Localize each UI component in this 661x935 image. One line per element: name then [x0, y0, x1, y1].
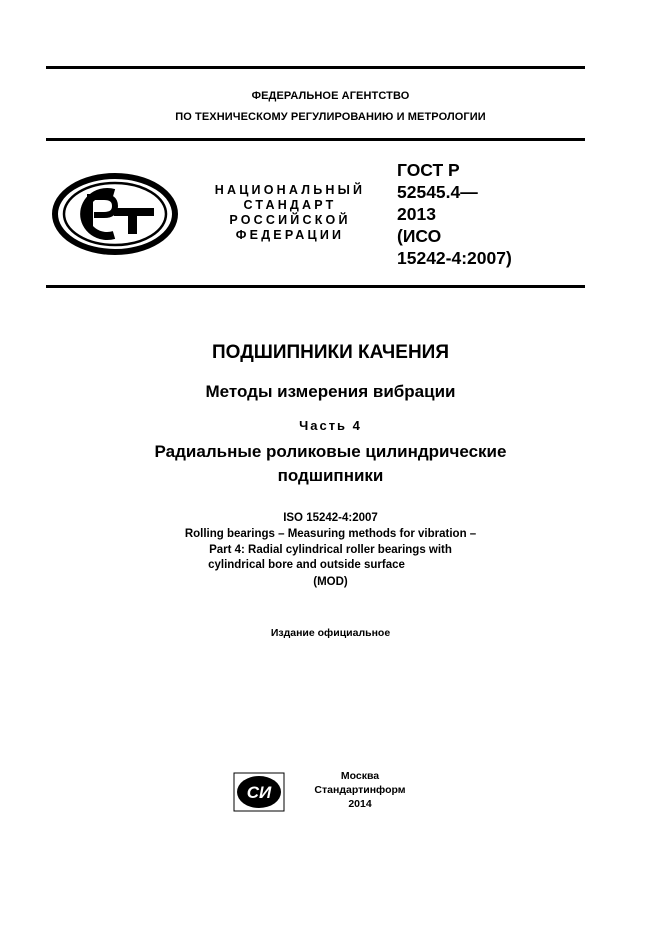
standartinform-si-mark: [231, 771, 287, 815]
header-rule: [46, 138, 585, 141]
designation-line-1: ГОСТ Р: [397, 160, 460, 180]
iso-title-line-3: cylindrical bore and outside surface: [208, 559, 405, 571]
part-title-line-2: подшипники: [277, 466, 384, 485]
national-standard-line-2: СТАНДАРТ: [243, 198, 337, 212]
top-rule: [46, 66, 585, 69]
standartinform-si-icon: [231, 771, 287, 815]
designation-line-3: 2013: [397, 204, 436, 224]
part-title-line-1: Радиальные роликовые цилиндрические: [154, 442, 507, 461]
publication-year: 2014: [348, 798, 372, 810]
edition-label: Издание официальное: [270, 627, 391, 639]
iso-title-line-1: Rolling bearings – Measuring methods for vibration –: [184, 528, 477, 540]
national-standard-line-3: РОССИЙСКОЙ: [229, 213, 351, 227]
document-subtitle: Методы измерения вибрации: [205, 382, 456, 401]
designation-line-5: 15242-4:2007): [397, 248, 512, 268]
standard-designation: [397, 159, 577, 269]
designation-rule: [46, 285, 585, 288]
iso-modification: (MOD): [313, 576, 348, 588]
national-standard-label: [195, 183, 385, 243]
iso-title-line-2: Part 4: Radial cylindrical roller bearings with: [209, 544, 452, 556]
iso-code: ISO 15242-4:2007: [283, 512, 378, 524]
si-logo-text: СИ: [246, 783, 272, 802]
publisher-block: [300, 769, 420, 811]
national-standard-line-4: ФЕДЕРАЦИИ: [235, 228, 345, 242]
designation-line-4: (ИСО: [397, 226, 442, 246]
designation-line-2: 52545.4—: [397, 182, 478, 202]
agency-line-1: ФЕДЕРАЛЬНОЕ АГЕНТСТВО: [251, 90, 410, 102]
rst-certification-mark-icon: [52, 173, 178, 255]
publisher-name: Стандартинформ: [314, 784, 406, 796]
publisher-city: Москва: [340, 770, 380, 782]
document-title: ПОДШИПНИКИ КАЧЕНИЯ: [212, 342, 449, 363]
agency-line-2: ПО ТЕХНИЧЕСКОМУ РЕГУЛИРОВАНИЮ И МЕТРОЛОГИИ: [175, 111, 486, 123]
part-number: Часть 4: [299, 418, 362, 433]
national-standard-line-1: НАЦИОНАЛЬНЫЙ: [214, 183, 366, 197]
